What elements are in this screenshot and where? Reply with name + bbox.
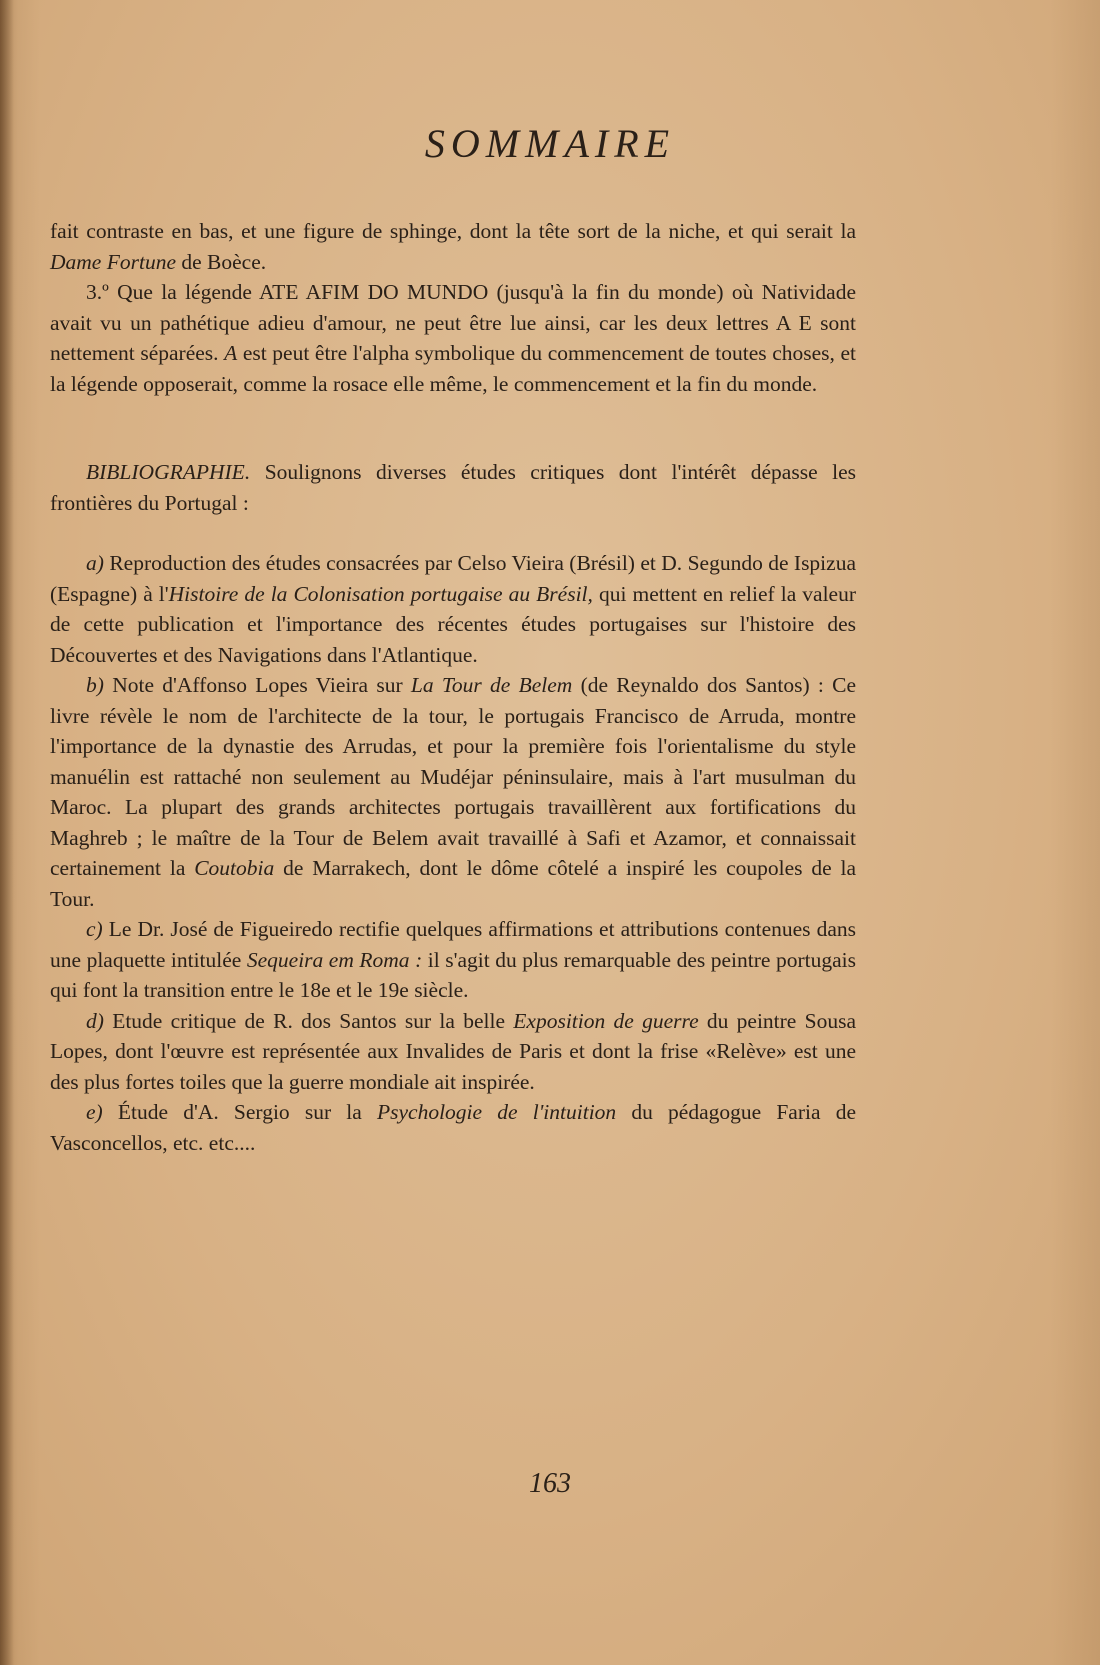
item-marker: e) bbox=[86, 1100, 103, 1124]
bibliography-item-d bbox=[50, 1006, 856, 1098]
paragraph-text: (de Reynaldo dos Santos) : Ce livre révèle le nom de l'architecte de la tour, le portugais Francisco de Arruda, montre l'importance de la dynastie des Arrudas, et pour la première fois l'orientalisme du style manuélin est rattaché non seulement au Mudéjar péninsulaire, mais à l'art musulman du Maroc. La plupart des grands architectes portugais travaillèrent aux fortifications du Maghreb ; le maître de la Tour de Belem avait travaillé à Safi et Azamor, et connaissait certainement la bbox=[50, 673, 856, 880]
bibliography-heading: BIBLIOGRAPHIE. bbox=[86, 460, 251, 484]
page-title: SOMMAIRE bbox=[424, 121, 676, 166]
paragraph-text: Reproduction des études consacrées par Celso Vieira (Brésil) et D. Segundo de Ispizua (Espagne) à l' bbox=[50, 551, 856, 606]
bibliography-item-a bbox=[50, 548, 856, 670]
paragraph-text: de Boèce. bbox=[176, 249, 267, 274]
italic-title: Exposition de guerre bbox=[513, 1008, 699, 1033]
paragraph-text: il s'agit du plus remarquable des peintre portugais qui font la transition entre le 18e et le 19e siècle. bbox=[50, 947, 856, 1002]
item-marker: b) bbox=[86, 673, 104, 697]
paragraph-text: Soulignons diverses études critiques dont l'intérêt dépasse les frontières du Portugal : bbox=[50, 460, 856, 515]
bibliography-intro bbox=[50, 457, 856, 518]
bibliography-item-b bbox=[50, 670, 856, 914]
page-edge-shadow bbox=[0, 0, 14, 1665]
page-number: 163 bbox=[529, 1468, 571, 1499]
paragraph-text: Étude d'A. Sergio sur la bbox=[102, 1100, 377, 1124]
paragraph-text: 3.º Que la légende ATE AFIM DO MUNDO (jusqu'à la fin du monde) où Natividade avait vu un pathétique adieu d'amour, ne peut être lue ainsi, car les deux lettres A E sont nettement séparées. bbox=[50, 280, 856, 365]
italic-letter: A bbox=[224, 341, 238, 365]
italic-title: Dame Fortune bbox=[50, 249, 176, 274]
paragraph-text: qui mettent en relief la valeur de cette publication et l'importance des récentes études portugaises sur l'histoire des Découvertes et des Navigations dans l'Atlantique. bbox=[50, 581, 856, 667]
italic-title: Histoire de la Colonisation portugaise au Brésil, bbox=[168, 581, 593, 606]
italic-title: La Tour de Belem bbox=[410, 673, 573, 697]
italic-title: Coutobia bbox=[194, 856, 275, 880]
paragraph-text: Etude critique de R. dos Santos sur la belle bbox=[103, 1008, 514, 1033]
item-marker: a) bbox=[86, 551, 104, 575]
paragraph-text: de Marrakech, dont le dôme côtelé a inspiré les coupoles de la Tour. bbox=[50, 856, 856, 911]
paragraph-text: Note d'Affonso Lopes Vieira sur bbox=[103, 673, 411, 697]
item-marker: c) bbox=[86, 917, 103, 941]
paragraph-text: du pédagogue Faria de Vasconcellos, etc. etc.... bbox=[50, 1100, 856, 1155]
paragraph-text: Le Dr. José de Figueiredo rectifie quelques affirmations et attributions contenues dans une plaquette intitulée bbox=[50, 917, 856, 972]
paragraph-text: est peut être l'alpha symbolique du commencement de toutes choses, et la légende opposerait, comme la rosace elle même, le commencement et la fin du monde. bbox=[50, 341, 856, 396]
italic-title: Psychologie de l'intuition bbox=[377, 1100, 617, 1124]
bibliography-item-c bbox=[50, 914, 856, 1006]
item-marker: d) bbox=[86, 1008, 104, 1033]
body-text bbox=[50, 216, 856, 1158]
paragraph-text: fait contraste en bas, et une figure de sphinge, dont la tête sort de la niche, et qui serait la bbox=[50, 219, 856, 243]
bibliography-item-e bbox=[50, 1097, 856, 1158]
paragraph-continuation bbox=[50, 216, 856, 277]
paragraph-point-3 bbox=[50, 277, 856, 399]
italic-title: Sequeira em Roma : bbox=[246, 947, 423, 972]
paragraph-text: du peintre Sousa Lopes, dont l'œuvre est représentée aux Invalides de Paris et dont la frise «Relève» est une des plus fortes toiles que la guerre mondiale ait inspirée. bbox=[50, 1008, 856, 1094]
